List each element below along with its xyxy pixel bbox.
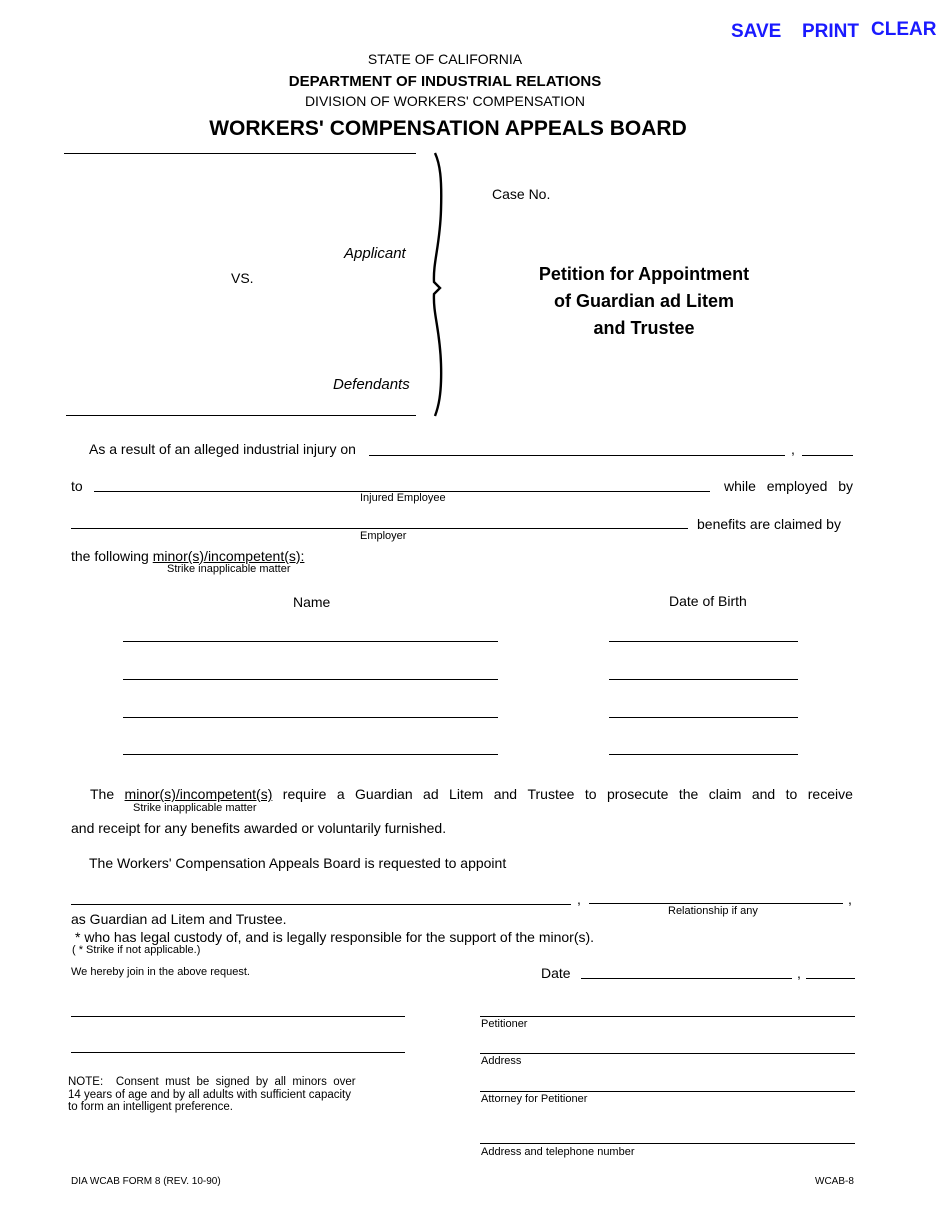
injured-employee-input[interactable] bbox=[96, 473, 712, 493]
defendant-name-input-2[interactable] bbox=[66, 345, 418, 365]
relationship-input[interactable] bbox=[591, 884, 845, 904]
minor-dob-input-3[interactable] bbox=[611, 698, 800, 718]
minor-dob-input-4[interactable] bbox=[611, 735, 800, 755]
clear-button[interactable]: CLEAR bbox=[871, 19, 937, 40]
petitioner-caption: Petitioner bbox=[481, 1018, 528, 1030]
petition-title-line2: of Guardian ad Litem bbox=[553, 291, 735, 311]
applicant-name-line bbox=[64, 153, 416, 154]
injury-date-input[interactable] bbox=[371, 437, 787, 457]
strike-if-na-text: ( * Strike if not applicable.) bbox=[72, 944, 201, 956]
case-no-input[interactable] bbox=[560, 186, 854, 206]
minor-name-input-3[interactable] bbox=[125, 698, 500, 718]
defendants-label: Defendants bbox=[333, 376, 410, 393]
board-heading: WORKERS' COMPENSATION APPEALS BOARD bbox=[209, 117, 687, 140]
strike-inapplicable-caption: Strike inapplicable matter bbox=[167, 563, 291, 575]
consent-note: NOTE: Consent must be signed by all minors over 14 years of age and by all adults with sufficient capacity to form an intelligent preference. bbox=[68, 1076, 356, 1113]
attorney-input[interactable] bbox=[482, 1072, 857, 1092]
print-button[interactable]: PRINT bbox=[802, 21, 859, 42]
comma-separator: , bbox=[791, 441, 795, 457]
guardian-trustee-text: as Guardian ad Litem and Trustee. bbox=[71, 911, 287, 927]
require-guardian-text: The minor(s)/incompetent(s) require a Guardian ad Litem and Trustee to prosecute the claim and to receive bbox=[90, 786, 853, 802]
date-year-input[interactable] bbox=[808, 959, 857, 979]
following-minors-text: the following minor(s)/incompetent(s): bbox=[71, 548, 305, 564]
address-phone-caption: Address and telephone number bbox=[481, 1146, 635, 1158]
case-no-label: Case No. bbox=[492, 186, 551, 202]
injury-intro-text: As a result of an alleged industrial injury on bbox=[89, 441, 356, 457]
employer-input[interactable] bbox=[73, 510, 690, 530]
name-column-header: Name bbox=[293, 594, 331, 610]
petitioner-input[interactable] bbox=[482, 997, 857, 1017]
form-code-footer: WCAB-8 bbox=[815, 1176, 854, 1187]
minor-dob-input-2[interactable] bbox=[611, 660, 800, 680]
defendant-name-input[interactable] bbox=[66, 320, 418, 340]
date-label: Date bbox=[541, 965, 571, 981]
benefits-claimed-text: benefits are claimed by bbox=[697, 516, 841, 532]
address-caption: Address bbox=[481, 1055, 522, 1067]
division-heading: DIVISION OF WORKERS' COMPENSATION bbox=[304, 93, 586, 109]
minor-name-input-2[interactable] bbox=[125, 660, 500, 680]
injury-year-input[interactable] bbox=[804, 437, 855, 457]
guardian-name-input[interactable] bbox=[73, 885, 573, 905]
caption-brace bbox=[426, 150, 452, 420]
consent-signature-input-1[interactable] bbox=[73, 997, 407, 1017]
minor-name-input-1[interactable] bbox=[125, 622, 500, 642]
comma-separator: , bbox=[577, 891, 581, 907]
department-heading: DEPARTMENT OF INDUSTRIAL RELATIONS bbox=[288, 73, 602, 90]
form-id-footer: DIA WCAB FORM 8 (REV. 10-90) bbox=[71, 1176, 221, 1187]
strike-inapplicable-caption-2: Strike inapplicable matter bbox=[133, 802, 257, 814]
relationship-caption: Relationship if any bbox=[668, 905, 758, 917]
minor-name-input-4[interactable] bbox=[125, 735, 500, 755]
vs-label: VS. bbox=[231, 270, 254, 286]
address-input[interactable] bbox=[482, 1034, 857, 1054]
applicant-label: Applicant bbox=[344, 245, 406, 262]
state-heading: STATE OF CALIFORNIA bbox=[367, 51, 523, 67]
minor-dob-input-1[interactable] bbox=[611, 622, 800, 642]
date-input[interactable] bbox=[583, 959, 794, 979]
employer-caption: Employer bbox=[360, 530, 407, 542]
while-employed-by-text: while employed by bbox=[724, 478, 853, 494]
join-request-text: We hereby join in the above request. bbox=[71, 966, 250, 978]
injured-employee-caption: Injured Employee bbox=[360, 492, 446, 504]
address-phone-input[interactable] bbox=[482, 1124, 857, 1144]
applicant-name-input-2[interactable] bbox=[66, 195, 418, 215]
request-appoint-text: The Workers' Compensation Appeals Board is requested to appoint bbox=[89, 855, 507, 871]
to-label: to bbox=[71, 478, 83, 494]
receipt-text: and receipt for any benefits awarded or voluntarily furnished. bbox=[71, 820, 447, 836]
dob-column-header: Date of Birth bbox=[669, 593, 747, 609]
comma-separator: , bbox=[797, 965, 801, 981]
defendants-line bbox=[66, 415, 416, 416]
petition-title-line3: and Trustee bbox=[593, 318, 695, 338]
save-button[interactable]: SAVE bbox=[731, 21, 782, 42]
applicant-name-input[interactable] bbox=[66, 170, 418, 190]
consent-signature-input-2[interactable] bbox=[73, 1033, 407, 1053]
petition-title-line1: Petition for Appointment bbox=[538, 264, 750, 284]
attorney-caption: Attorney for Petitioner bbox=[481, 1093, 588, 1105]
comma-separator: , bbox=[848, 891, 852, 907]
legal-custody-text: * who has legal custody of, and is legally responsible for the support of the minor(s). bbox=[75, 929, 595, 945]
